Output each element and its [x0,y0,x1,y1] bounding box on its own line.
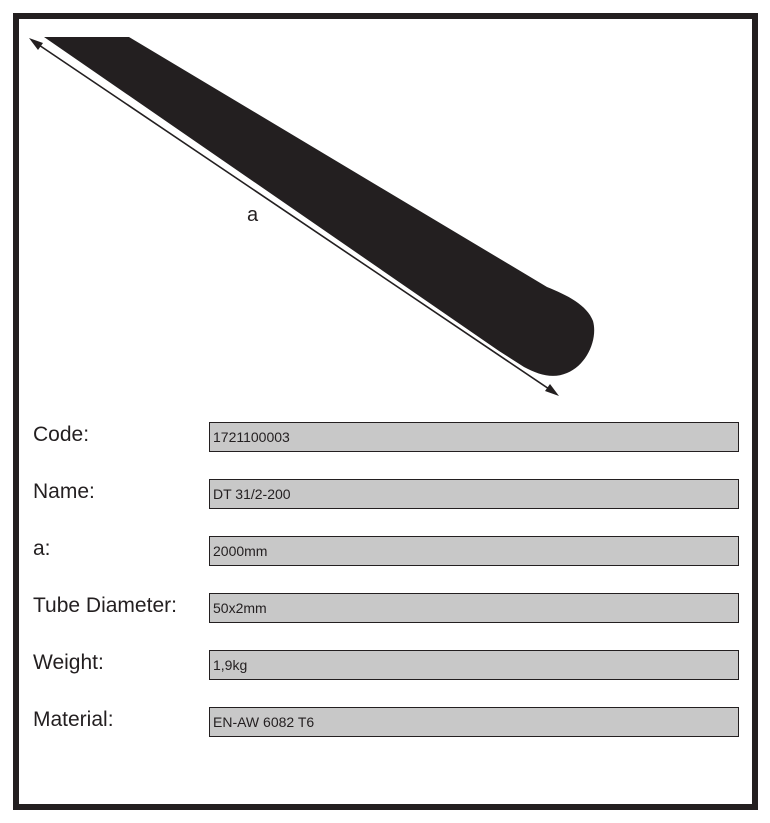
spec-value-material: EN-AW 6082 T6 [209,707,739,737]
dimension-label-a: a [247,204,259,226]
spec-value-name: DT 31/2-200 [209,479,739,509]
spec-row-name [19,479,752,511]
dimension-line [33,41,555,393]
spec-value-tube-diameter: 50x2mm [209,593,739,623]
spec-label-name: Name: [33,480,95,503]
dimension-arrow-end [545,384,559,396]
spec-label-material: Material: [33,708,114,731]
spec-value-code: 1721100003 [209,422,739,452]
spec-value-weight: 1,9kg [209,650,739,680]
spec-row-a [19,536,752,568]
spec-value-a: 2000mm [209,536,739,566]
tube-drawing [19,19,752,419]
tube-shape [44,37,594,376]
spec-label-a: a: [33,537,51,560]
spec-label-code: Code: [33,423,90,446]
spec-row-material [19,707,752,739]
spec-row-tube-diameter [19,593,752,625]
spec-row-code [19,422,752,454]
spec-label-weight: Weight: [33,651,104,674]
spec-sheet-frame [13,13,758,810]
dimension-arrow-start [29,38,43,50]
spec-label-tube-diameter: Tube Diameter: [33,594,177,617]
spec-row-weight [19,650,752,682]
